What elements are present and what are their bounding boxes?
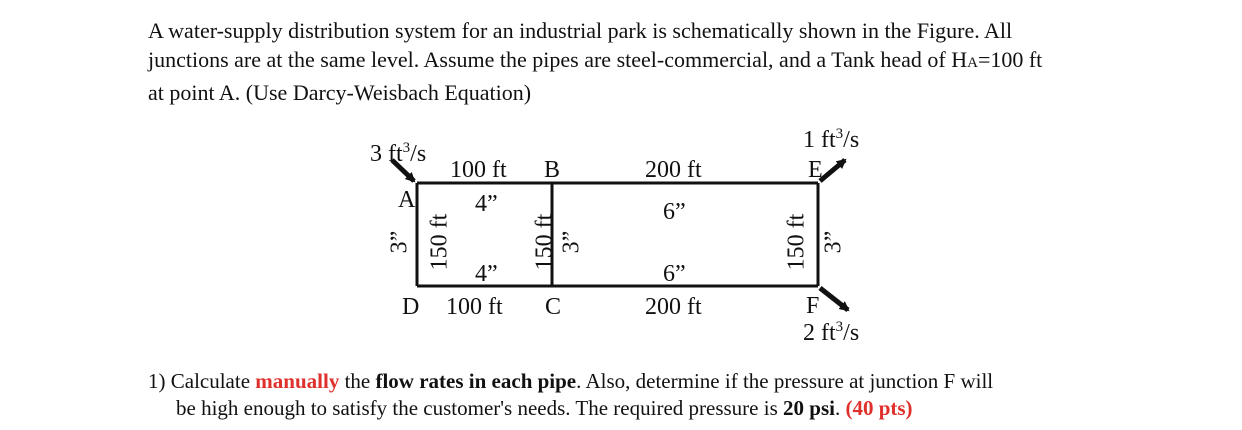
pipe-BE-length: 200 ft xyxy=(645,157,702,183)
points-value: (40 pts) xyxy=(845,396,913,420)
pipe-CF-diameter: 6” xyxy=(663,261,686,287)
problem-line-2: junctions are at the same level. Assume the pipes are steel-commercial, and a Tank head of HA=100 ft xyxy=(148,47,1043,72)
pipe-DC-diameter: 4” xyxy=(475,261,498,287)
question-line-2: be high enough to satisfy the customer's needs. The required pressure is 20 psi. (40 pts) xyxy=(176,396,913,420)
required-pressure: 20 psi xyxy=(783,396,835,420)
pipe-AD-length: 150 ft xyxy=(426,213,453,271)
problem-line-1: A water-supply distribution system for an industrial park is schematically shown in the Figure. All xyxy=(148,18,1013,43)
junction-B: B xyxy=(544,157,561,183)
junction-F: F xyxy=(806,293,820,319)
question-1: 1) Calculate manually the flow rates in each pipe. Also, determine if the pressure at junction F will be high enough to satisfy the customer's needs. The required pressure is 20 psi. (40 pts) xyxy=(148,368,1148,422)
pipe-BE-diameter: 6” xyxy=(663,199,686,225)
outflow-E-label: 1 $ft^3/s$ xyxy=(803,126,860,153)
outflow-arrow-E xyxy=(820,160,845,181)
pipe-EF-diameter: 3” xyxy=(820,230,847,254)
tank-head-subscript: A xyxy=(967,55,978,71)
junction-C: C xyxy=(545,294,562,320)
manually-emphasis: manually xyxy=(255,369,340,393)
pipe-CF-length: 200 ft xyxy=(645,294,702,320)
pipe-AD-diameter: 3” xyxy=(386,230,413,254)
flow-rates-emphasis: flow rates in each pipe xyxy=(375,369,577,393)
junction-D: D xyxy=(402,294,420,320)
inflow-A-label: 3 $ft^3/s$ xyxy=(370,140,427,167)
outflow-arrow-F xyxy=(820,288,848,310)
pipe-AB-length: 100 ft xyxy=(450,157,507,183)
pipe-EF-length: 150 ft xyxy=(783,213,810,271)
pipe-AB-diameter: 4” xyxy=(475,191,498,217)
junction-E: E xyxy=(808,157,823,183)
pipe-BC-diameter: 3” xyxy=(558,230,585,254)
outflow-F-label: 2 $ft^3/s$ xyxy=(803,319,860,346)
problem-line-3: at point A. (Use Darcy-Weisbach Equation) xyxy=(148,80,532,105)
pipe-BC-length: 150 ft xyxy=(531,213,558,271)
junction-A: A xyxy=(398,187,416,213)
pipe-DC-length: 100 ft xyxy=(446,294,503,320)
